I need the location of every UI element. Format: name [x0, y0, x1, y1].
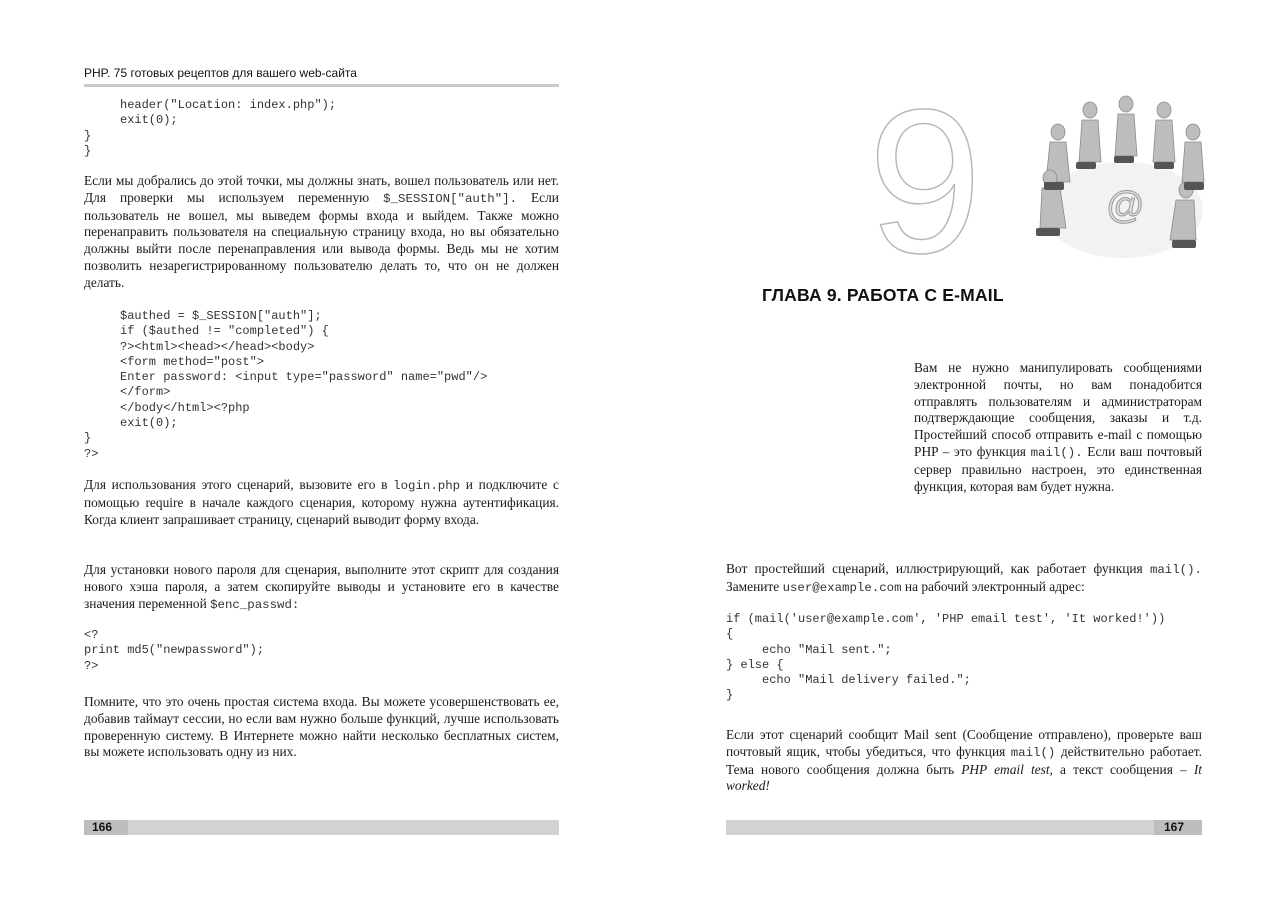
inline-code: $_SESSION["auth"].: [383, 191, 518, 206]
paragraph-text: Вот простейший сценарий, иллюстрирующий, как работает функция: [726, 561, 1143, 576]
paragraph-text: Для использования этого сценарий, вызовите его в: [84, 477, 388, 492]
right-page: [642, 0, 1285, 907]
chapter-opener-figure: [868, 90, 1208, 270]
code-block-mail: if (mail('user@example.com', 'PHP email test', 'It worked!')) { echo "Mail sent."; } else { echo "Mail delivery failed."; }: [726, 612, 1166, 703]
code-block-md5: <? print md5("newpassword"); ?>: [84, 628, 265, 673]
page-number: 166: [92, 820, 113, 834]
paragraph-new-password: [84, 562, 559, 613]
paragraph-text: Замените: [726, 578, 780, 594]
emphasis-body: It worked!: [726, 761, 1202, 794]
paragraph-session-check: [84, 173, 559, 292]
paragraph-text: Если мы добрались до этой точки, мы должны знать, вошел пользователь или нет. Для проверки мы используем переменную: [84, 173, 559, 205]
left-page: [0, 0, 642, 907]
emphasis-subject: PHP email test,: [961, 761, 1053, 777]
inline-code: login.php: [393, 479, 461, 493]
footer-bar: [726, 820, 1202, 835]
header-rule: [84, 84, 559, 87]
footer-bar: [84, 820, 559, 835]
paragraph-text: Если ваш почтовый сервер правильно настроен, это единственная функция, которая вам будет нужна.: [914, 443, 1202, 494]
chapter-intro: [914, 360, 1202, 495]
inline-code: mail(): [1010, 745, 1056, 760]
people-around-email-icon: [1036, 96, 1204, 258]
paragraph-text: на рабочий электронный адрес:: [904, 578, 1085, 594]
paragraph-mail-example: [726, 561, 1202, 597]
inline-code: mail().: [1149, 563, 1202, 577]
paragraph-text: Если этот сценарий сообщит Mail sent (Сообщение отправлено), проверьте ваш почтовый ящик, чтобы убедиться, что функция: [726, 727, 1202, 759]
code-block-login-form: $authed = $_SESSION["auth"]; if ($authed != "completed") { ?><html><head></head><body> <form method="post"> Enter password: <input type="password" name="pwd"/> </form> </body</html><?php exit(0); } ?>: [84, 309, 488, 461]
paragraph-closing: Помните, что это очень простая система входа. Вы можете усовершенствовать ее, добавив таймаут сессии, но если вам нужно больше функций, лучше использовать проверенную систему. В Интернете можно найти несколько бесплатных систем, вы можете использовать одну из них.: [84, 694, 559, 760]
paragraph-text: а текст сообщения –: [1060, 761, 1187, 777]
chapter-title: ГЛАВА 9. РАБОТА С E-MAIL: [762, 285, 1004, 305]
paragraph-text: Если пользователь не вошел, мы выведем формы входа и выйдем. Также можно перенаправить пользователя на специальную страницу входа, но вы обязательно должны выйти после перенаправления или вывода формы. Ведь мы не хотим позволить незарегистрированному пользователю делать то, что он не должен делать.: [84, 189, 559, 290]
paragraph-text: и подключите с помощью require в начале каждого сценария, которому нужна аутентификация. Когда клиент запрашивает страницу, сценарий выводит форму входа.: [84, 477, 559, 527]
paragraph-mail-result: [726, 727, 1202, 795]
code-block-redirect: header("Location: index.php"); exit(0); } }: [84, 98, 337, 158]
paragraph-text: действительно работает. Тема нового сообщения должна быть: [726, 743, 1202, 777]
paragraph-usage: [84, 477, 559, 528]
paragraph-text: Для установки нового пароля для сценария, выполните этот скрипт для создания нового хэша пароля, а затем скопируйте выводы и установите его в качестве значения переменной: [84, 562, 559, 611]
page-number: 167: [1164, 820, 1185, 834]
inline-code: mail().: [1030, 445, 1083, 460]
running-head: PHP. 75 готовых рецептов для вашего web-сайта: [84, 66, 357, 80]
svg-text:@: @: [1106, 185, 1145, 227]
chapter-number: 9: [868, 90, 983, 270]
inline-code: user@example.com: [782, 580, 902, 595]
paragraph-text: Вам не нужно манипулировать сообщениями электронной почты, но вам понадобится отправлять пользователям и администраторам подтверждающие сообщения, заказы и т.д. Простейший способ отправить e-mail с помощью PHP – это функция: [914, 360, 1202, 459]
inline-code: $enc_passwd:: [210, 597, 300, 612]
